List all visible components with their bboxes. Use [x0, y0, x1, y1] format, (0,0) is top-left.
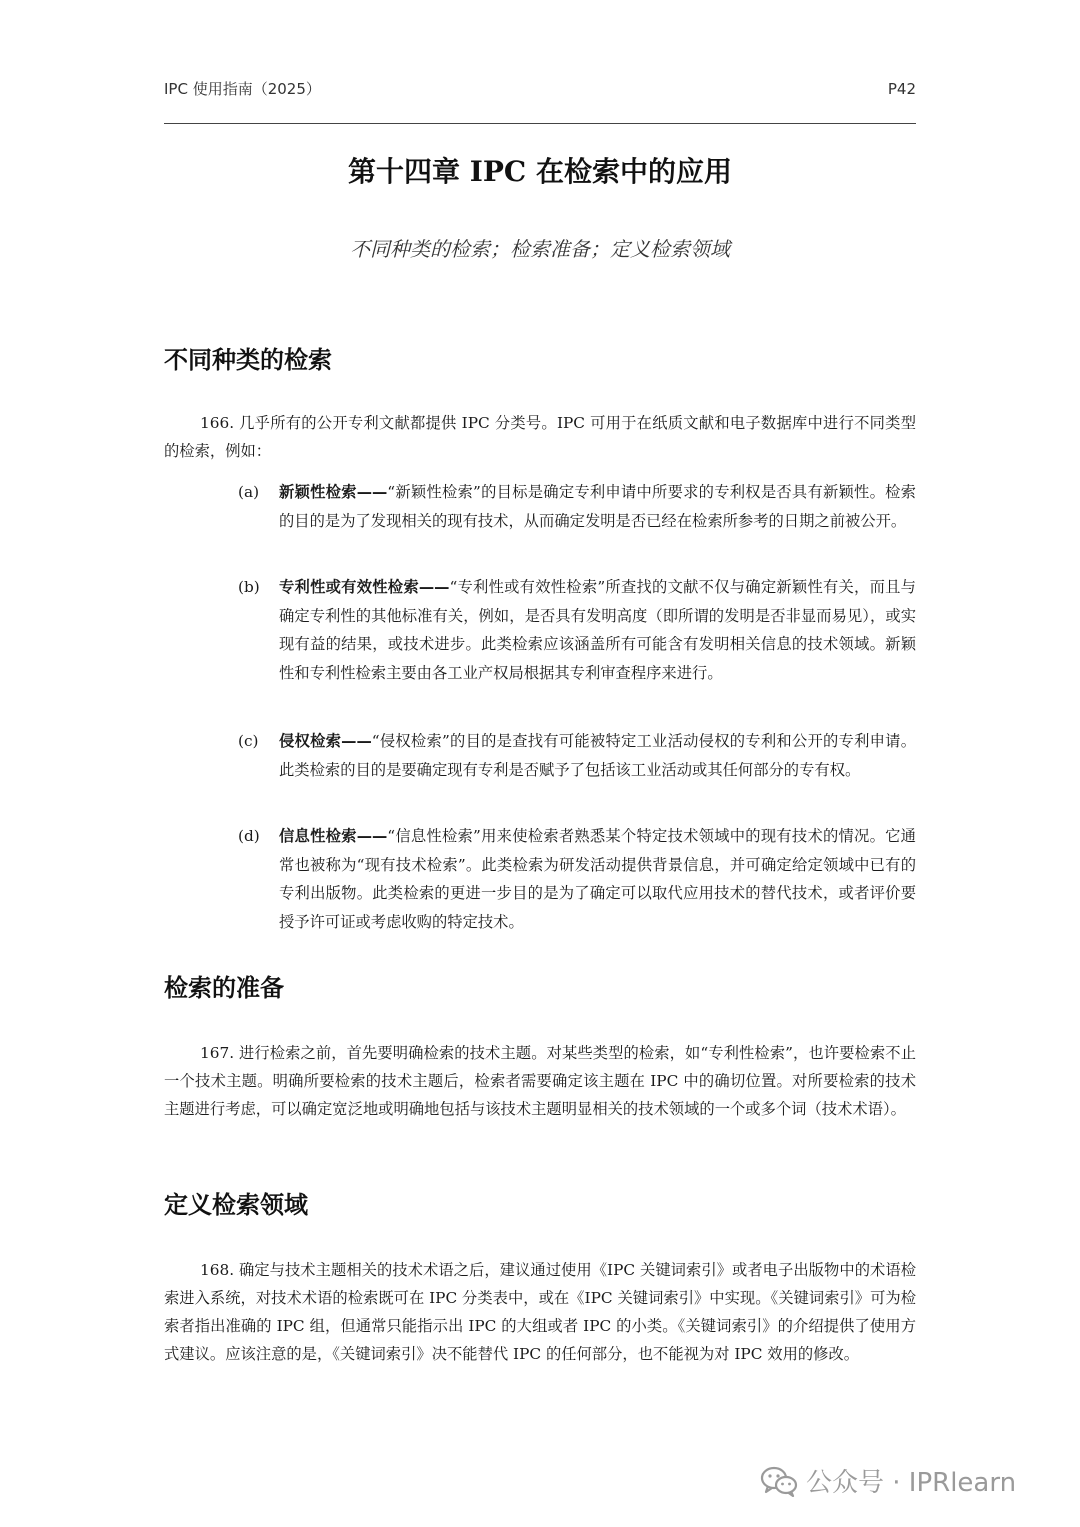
watermark: [760, 1462, 1016, 1499]
item-text: “专利性或有效性检索”所查找的文献不仅与确定新颖性有关，而且与确定专利性的其他标准有关，例如，是否具有发明高度（即所谓的发明是否非显而易见），或实现有益的结果，或技术进步。此类检索应该涵盖所有可能含有发明相关信息的技术领域。新颖性和专利性检索主要由各工业产权局根据其专利审查程序来进行。: [279, 578, 916, 682]
chapter-title: 第十四章 IPC 在检索中的应用: [348, 155, 732, 188]
doc-title: IPC 使用指南（2025）: [164, 80, 321, 98]
chapter-subtitle: 不同种类的检索；检索准备；定义检索领域: [350, 237, 730, 261]
section-heading-kinds: 不同种类的检索: [164, 346, 332, 374]
header-divider: [164, 123, 916, 124]
item-text: “新颖性检索”的目标是确定专利申请中所要求的专利权是否具有新颖性。检索的目的是为了发现相关的现有技术，从而确定发明是否已经在检索所参考的日期之前被公开。: [279, 483, 916, 530]
item-marker: (d): [238, 827, 260, 845]
list-item: [238, 727, 916, 784]
page-number: P42: [887, 79, 916, 98]
paragraph-167: 167. 进行检索之前，首先要明确检索的技术主题。对某些类型的检索，如“专利性检索”，也许要检索不止一个技术主题。明确所要检索的技术主题后，检索者需要确定该主题在 IPC 中的确切位置。对所要检索的技术主题进行考虑，可以确定宽泛地或明确地包括与该技术主题明显相关的技术领域的一个或多个词（技术术语）。: [164, 1044, 916, 1118]
paragraph-166: 166. 几乎所有的公开专利文献都提供 IPC 分类号。IPC 可用于在纸质文献和电子数据库中进行不同类型的检索，例如：: [164, 414, 916, 460]
item-marker: (c): [238, 732, 259, 750]
paragraph-168: 168. 确定与技术主题相关的技术术语之后，建议通过使用《IPC 关键词索引》或者电子出版物中的术语检索进入系统，对技术术语的检索既可在 IPC 分类表中，或在《IPC 关键词索引》中实现。《关键词索引》可为检索者指出准确的 IPC 组，但通常只能指示出 IPC 的大组或者 IPC 的小类。《关键词索引》的介绍提供了使用方式建议。应该注意的是，《关键词索引》决不能替代 IPC 的任何部分，也不能视为对 IPC 效用的修改。: [164, 1261, 916, 1363]
item-text: “信息性检索”用来使检索者熟悉某个特定技术领域中的现有技术的情况。它通常也被称为“现有技术检索”。此类检索为研发活动提供背景信息，并可确定给定领域中已有的专利出版物。此类检索的更进一步目的是为了确定可以取代应用技术的替代技术，或者评价要授予许可证或考虑收购的特定技术。: [279, 827, 916, 931]
item-term: 新颖性检索——: [279, 483, 388, 501]
item-text: “侵权检索”的目的是查找有可能被特定工业活动侵权的专利和公开的专利申请。此类检索的目的是要确定现有专利是否赋予了包括该工业活动或其任何部分的专有权。: [279, 732, 916, 779]
list-item: [238, 573, 916, 687]
item-term: 专利性或有效性检索——: [279, 578, 450, 596]
item-term: 信息性检索——: [279, 827, 388, 845]
section-heading-preparation: 检索的准备: [164, 974, 284, 1002]
item-term: 侵权检索——: [279, 732, 372, 750]
page-header: [164, 78, 916, 99]
item-marker: (a): [238, 483, 260, 501]
section-heading-field: 定义检索领域: [164, 1191, 308, 1219]
watermark-text: 公众号 · IPRlearn: [806, 1468, 1017, 1498]
item-marker: (b): [238, 578, 260, 596]
wechat-icon: [760, 1465, 798, 1497]
list-item: [238, 478, 916, 535]
list-item: [238, 822, 916, 936]
